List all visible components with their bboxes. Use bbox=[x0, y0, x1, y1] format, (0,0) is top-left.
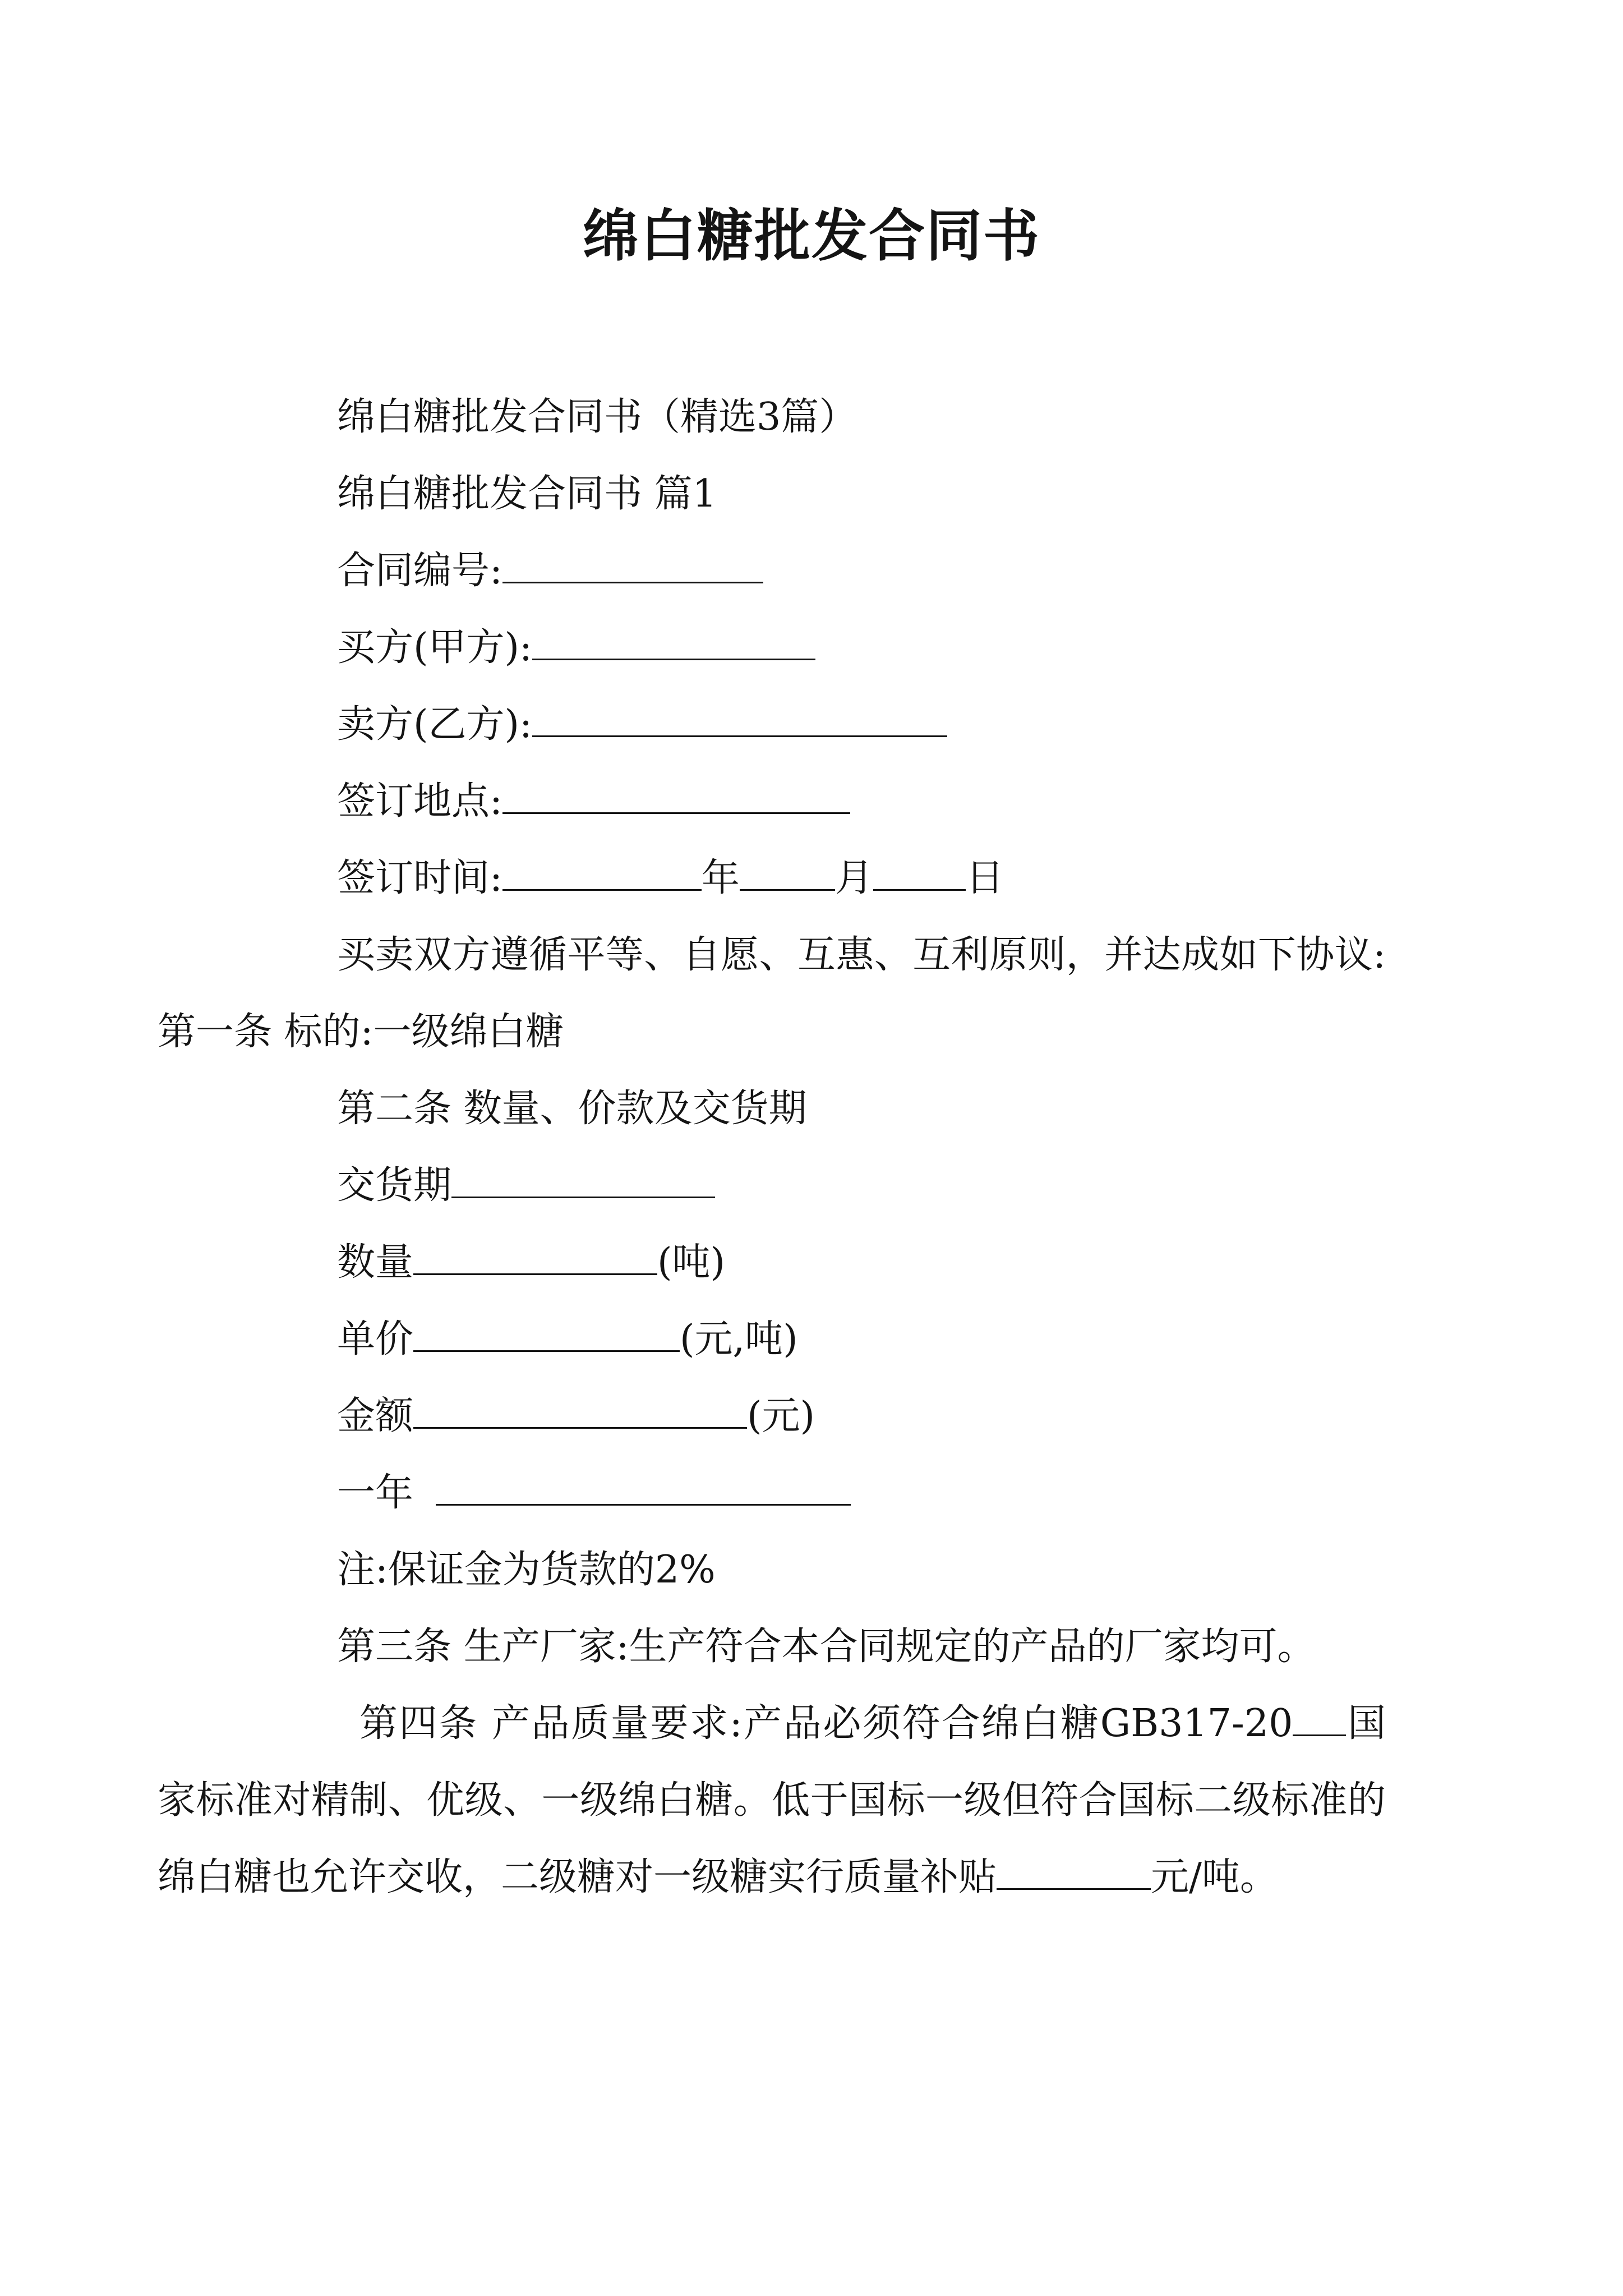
signing-time-line bbox=[247, 840, 1386, 917]
article-3-text: 第三条 生产厂家:生产符合本合同规定的产品的厂家均可。 bbox=[337, 1625, 1316, 1669]
unit-price-label: 单价 bbox=[337, 1317, 414, 1361]
delivery-line bbox=[247, 1147, 1386, 1224]
document-title: 绵白糖批发合同书 bbox=[583, 203, 1040, 269]
month-blank bbox=[740, 855, 835, 891]
quantity-unit: (吨) bbox=[657, 1240, 726, 1285]
contract-number-label: 合同编号: bbox=[337, 549, 502, 593]
note-text: 注:保证金为货款的2% bbox=[337, 1548, 716, 1592]
delivery-label: 交货期 bbox=[337, 1163, 452, 1208]
signing-place-label: 签订地点: bbox=[337, 779, 502, 823]
article-4-text-part1: 第四条 产品质量要求:产品必须符合绵白糖GB317-20 bbox=[359, 1701, 1293, 1746]
article-4-paragraph bbox=[158, 1685, 1386, 1916]
unit-price-unit: (元,吨) bbox=[680, 1317, 798, 1361]
section-heading-text: 绵白糖批发合同书 篇1 bbox=[337, 472, 717, 516]
year-row-label: 一年 bbox=[337, 1471, 414, 1515]
delivery-blank bbox=[451, 1163, 715, 1198]
subsidy-blank bbox=[997, 1855, 1151, 1890]
day-blank bbox=[873, 855, 966, 891]
unit-price-blank bbox=[413, 1317, 680, 1352]
amount-label: 金额 bbox=[337, 1394, 414, 1438]
unit-price-line bbox=[247, 1301, 1386, 1378]
document-body bbox=[158, 379, 1386, 1916]
subtitle-text: 绵白糖批发合同书（精选3篇） bbox=[337, 395, 857, 439]
article-4-text-part3: 元/吨。 bbox=[1151, 1855, 1278, 1899]
quantity-blank bbox=[413, 1240, 657, 1275]
year-blank bbox=[502, 855, 702, 891]
intro-paragraph bbox=[158, 917, 1386, 1070]
buyer-blank bbox=[532, 625, 815, 660]
quantity-line bbox=[247, 1224, 1386, 1301]
buyer-line bbox=[247, 609, 1386, 686]
signing-time-label: 签订时间: bbox=[337, 856, 502, 900]
article-3-paragraph bbox=[158, 1608, 1386, 1685]
contract-number-line bbox=[247, 532, 1386, 609]
standard-year-blank bbox=[1293, 1701, 1346, 1736]
document-subtitle bbox=[247, 379, 1386, 455]
section-heading bbox=[247, 455, 1386, 532]
intro-text: 买卖双方遵循平等、自愿、互惠、互利原则，并达成如下协议: 第一条 标的:一级绵白糖 bbox=[158, 933, 1386, 1054]
amount-line bbox=[247, 1378, 1386, 1455]
amount-unit: (元) bbox=[747, 1394, 815, 1438]
signing-place-line bbox=[247, 763, 1386, 840]
seller-label: 卖方(乙方): bbox=[337, 702, 532, 747]
year-row-line bbox=[247, 1455, 1386, 1531]
day-label: 日 bbox=[965, 856, 1004, 900]
seller-blank bbox=[532, 702, 947, 737]
signing-place-blank bbox=[502, 779, 850, 814]
year-label: 年 bbox=[701, 856, 740, 900]
article-4-text-part2: 国家标准对精制、优级、一级绵白糖。低于国标一级但符合国标二级标准的绵白糖也允许交收，二级糖对一级糖实行质量补贴 bbox=[158, 1701, 1386, 1899]
seller-line bbox=[247, 686, 1386, 763]
month-label: 月 bbox=[834, 856, 873, 900]
quantity-label: 数量 bbox=[337, 1240, 414, 1285]
note-line bbox=[247, 1531, 1386, 1608]
year-row-blank bbox=[436, 1470, 851, 1506]
amount-blank bbox=[413, 1393, 747, 1429]
buyer-label: 买方(甲方): bbox=[337, 625, 532, 670]
article-2-heading bbox=[247, 1070, 1386, 1147]
contract-number-blank bbox=[502, 548, 763, 583]
article-2-heading-text: 第二条 数量、价款及交货期 bbox=[337, 1087, 807, 1131]
